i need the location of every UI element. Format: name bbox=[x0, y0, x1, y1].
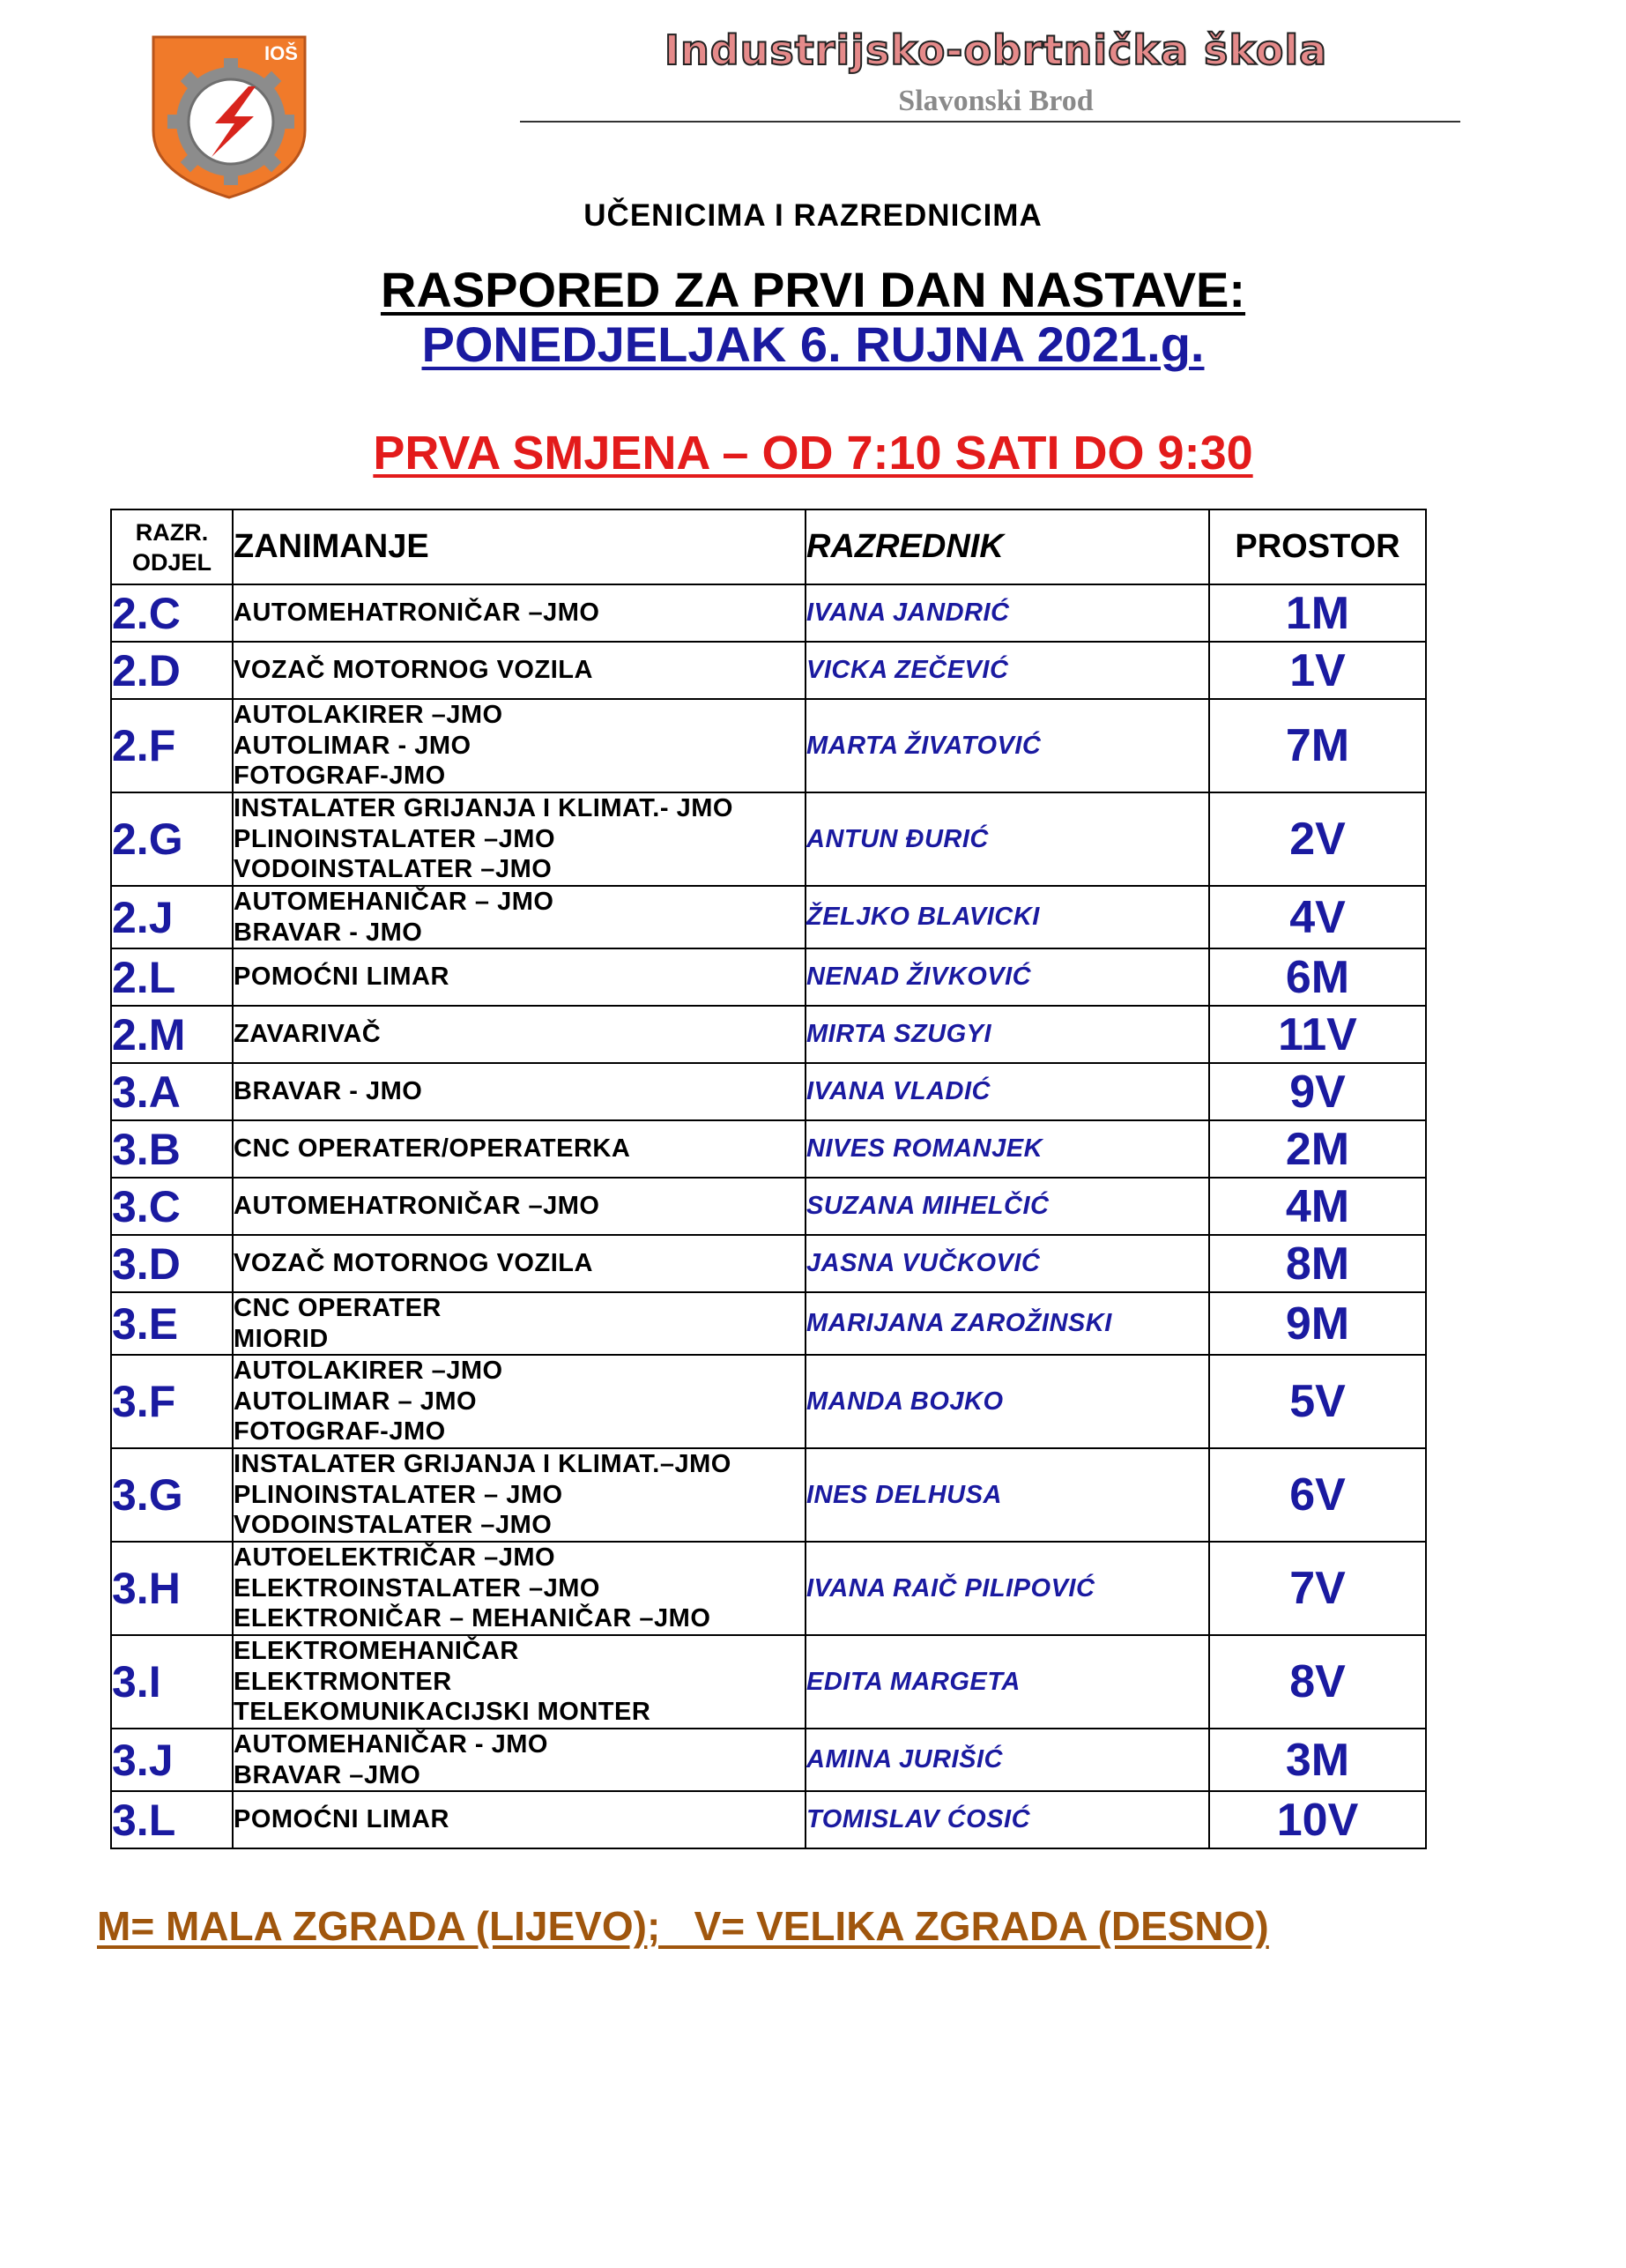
class-cell: 3.I bbox=[111, 1635, 233, 1729]
room-cell: 1M bbox=[1209, 584, 1426, 642]
occupation-line: AUTOLAKIRER –JMO bbox=[234, 701, 503, 730]
room-cell: 4M bbox=[1209, 1178, 1426, 1235]
class-cell: 2.J bbox=[111, 886, 233, 948]
table-row bbox=[111, 1448, 1426, 1542]
occupation-line: TELEKOMUNIKACIJSKI MONTER bbox=[234, 1698, 651, 1727]
occupation-cell bbox=[233, 584, 806, 642]
occupation-line: AUTOMEHANIČAR - JMO bbox=[234, 1730, 548, 1759]
class-cell: 2.D bbox=[111, 642, 233, 699]
occupation-cell bbox=[233, 886, 806, 948]
occupation-cell bbox=[233, 1235, 806, 1292]
occupation-line: PLINOINSTALATER –JMO bbox=[234, 824, 555, 853]
occupation-line: AUTOMEHATRONIČAR –JMO bbox=[234, 599, 600, 628]
occupation-line: POMOĆNI LIMAR bbox=[234, 963, 449, 992]
occupation-cell bbox=[233, 1063, 806, 1120]
occupation-line: CNC OPERATER/OPERATERKA bbox=[234, 1134, 631, 1164]
occupation-line: POMOĆNI LIMAR bbox=[234, 1805, 449, 1834]
class-cell: 3.F bbox=[111, 1355, 233, 1448]
occupation-line: AUTOLAKIRER –JMO bbox=[234, 1357, 503, 1386]
room-cell: 6M bbox=[1209, 948, 1426, 1006]
teacher-cell: NENAD ŽIVKOVIĆ bbox=[806, 948, 1209, 1006]
table-row bbox=[111, 1729, 1426, 1791]
table-row bbox=[111, 1063, 1426, 1120]
occupation-line: AUTOLIMAR - JMO bbox=[234, 731, 471, 760]
table-row bbox=[111, 1542, 1426, 1635]
class-cell: 2.F bbox=[111, 699, 233, 792]
occupation-line: VOZAČ MOTORNOG VOZILA bbox=[234, 1249, 593, 1278]
class-cell: 3.H bbox=[111, 1542, 233, 1635]
class-cell: 2.C bbox=[111, 584, 233, 642]
table-row bbox=[111, 1791, 1426, 1848]
occupation-cell bbox=[233, 1542, 806, 1635]
building-legend: M= MALA ZGRADA (LIJEVO); V= VELIKA ZGRADA (DESNO) bbox=[97, 1903, 1269, 1949]
occupation-line: MIORID bbox=[234, 1324, 329, 1353]
table-row bbox=[111, 1292, 1426, 1355]
header-class bbox=[111, 509, 233, 584]
teacher-cell: MARTA ŽIVATOVIĆ bbox=[806, 699, 1209, 792]
occupation-cell bbox=[233, 1355, 806, 1448]
occupation-line: VOZAČ MOTORNOG VOZILA bbox=[234, 656, 593, 685]
teacher-cell: MARIJANA ZAROŽINSKI bbox=[806, 1292, 1209, 1355]
occupation-line: CNC OPERATER bbox=[234, 1294, 442, 1322]
occupation-line: BRAVAR - JMO bbox=[234, 1077, 423, 1106]
class-cell: 3.L bbox=[111, 1791, 233, 1848]
occupation-cell bbox=[233, 948, 806, 1006]
room-cell: 6V bbox=[1209, 1448, 1426, 1542]
occupation-line: AUTOMEHANIČAR – JMO bbox=[234, 888, 554, 916]
room-cell: 2V bbox=[1209, 792, 1426, 886]
occupation-cell bbox=[233, 1292, 806, 1355]
teacher-cell: TOMISLAV ĆOSIĆ bbox=[806, 1791, 1209, 1848]
teacher-cell: ANTUN ĐURIĆ bbox=[806, 792, 1209, 886]
room-cell: 10V bbox=[1209, 1791, 1426, 1848]
occupation-line: ELEKTROINSTALATER –JMO bbox=[234, 1573, 600, 1602]
table-row bbox=[111, 584, 1426, 642]
occupation-line: ELEKTROMEHANIČAR bbox=[234, 1637, 519, 1666]
occupation-cell bbox=[233, 1120, 806, 1178]
occupation-cell bbox=[233, 792, 806, 886]
occupation-cell bbox=[233, 642, 806, 699]
occupation-line: AUTOMEHATRONIČAR –JMO bbox=[234, 1192, 600, 1221]
occupation-line: VODOINSTALATER –JMO bbox=[234, 855, 553, 884]
header-teacher: RAZREDNIK bbox=[806, 509, 1209, 584]
room-cell: 7V bbox=[1209, 1542, 1426, 1635]
table-row bbox=[111, 792, 1426, 886]
occupation-line: ELEKTRONIČAR – MEHANIČAR –JMO bbox=[234, 1604, 711, 1633]
school-logo bbox=[150, 33, 308, 201]
table-row bbox=[111, 1355, 1426, 1448]
teacher-cell: SUZANA MIHELČIĆ bbox=[806, 1178, 1209, 1235]
table-row bbox=[111, 1235, 1426, 1292]
school-name: Industrijsko-obrtnička škola bbox=[664, 26, 1328, 74]
room-cell: 8M bbox=[1209, 1235, 1426, 1292]
teacher-cell: JASNA VUČKOVIĆ bbox=[806, 1235, 1209, 1292]
occupation-line: INSTALATER GRIJANJA I KLIMAT.- JMO bbox=[234, 794, 733, 823]
occupation-line: AUTOLIMAR – JMO bbox=[234, 1387, 478, 1416]
teacher-cell: NIVES ROMANJEK bbox=[806, 1120, 1209, 1178]
audience-line: UČENICIMA I RAZREDNICIMA bbox=[583, 198, 1043, 233]
header-room: PROSTOR bbox=[1209, 509, 1426, 584]
occupation-line: FOTOGRAF-JMO bbox=[234, 762, 446, 791]
teacher-cell: IVANA JANDRIĆ bbox=[806, 584, 1209, 642]
class-cell: 3.A bbox=[111, 1063, 233, 1120]
table-row bbox=[111, 1635, 1426, 1729]
header-class-line1: RAZR. bbox=[135, 518, 209, 546]
table-row bbox=[111, 1178, 1426, 1235]
table-row bbox=[111, 642, 1426, 699]
occupation-cell bbox=[233, 1729, 806, 1791]
room-cell: 3M bbox=[1209, 1729, 1426, 1791]
occupation-cell bbox=[233, 1006, 806, 1063]
table-row bbox=[111, 1120, 1426, 1178]
header-class-line2: ODJEL bbox=[131, 548, 212, 576]
class-cell: 3.C bbox=[111, 1178, 233, 1235]
room-cell: 4V bbox=[1209, 886, 1426, 948]
class-cell: 2.L bbox=[111, 948, 233, 1006]
room-cell: 9V bbox=[1209, 1063, 1426, 1120]
occupation-cell bbox=[233, 1635, 806, 1729]
teacher-cell: VICKA ZEČEVIĆ bbox=[806, 642, 1209, 699]
class-cell: 2.G bbox=[111, 792, 233, 886]
occupation-line: FOTOGRAF-JMO bbox=[234, 1417, 446, 1446]
occupation-cell bbox=[233, 1178, 806, 1235]
date-text: PONEDJELJAK 6. RUJNA 2021.g. bbox=[421, 316, 1205, 372]
teacher-cell: IVANA RAIČ PILIPOVIĆ bbox=[806, 1542, 1209, 1635]
teacher-cell: INES DELHUSA bbox=[806, 1448, 1209, 1542]
teacher-cell: ŽELJKO BLAVICKI bbox=[806, 886, 1209, 948]
table-row bbox=[111, 886, 1426, 948]
table-row bbox=[111, 699, 1426, 792]
room-cell: 9M bbox=[1209, 1292, 1426, 1355]
header-divider bbox=[520, 121, 1460, 123]
room-cell: 5V bbox=[1209, 1355, 1426, 1448]
occupation-line: ELEKTRMONTER bbox=[234, 1667, 452, 1696]
teacher-cell: MIRTA SZUGYI bbox=[806, 1006, 1209, 1063]
teacher-cell: EDITA MARGETA bbox=[806, 1635, 1209, 1729]
occupation-line: ZAVARIVAČ bbox=[234, 1020, 382, 1049]
header-occupation: ZANIMANJE bbox=[233, 509, 806, 584]
class-cell: 3.E bbox=[111, 1292, 233, 1355]
class-cell: 3.B bbox=[111, 1120, 233, 1178]
occupation-line: PLINOINSTALATER – JMO bbox=[234, 1480, 563, 1509]
school-city: Slavonski Brod bbox=[898, 85, 1094, 117]
occupation-line: VODOINSTALATER –JMO bbox=[234, 1511, 553, 1540]
class-cell: 3.D bbox=[111, 1235, 233, 1292]
room-cell: 7M bbox=[1209, 699, 1426, 792]
occupation-cell bbox=[233, 1791, 806, 1848]
teacher-cell: MANDA BOJKO bbox=[806, 1355, 1209, 1448]
logo-text: IOŠ bbox=[264, 42, 298, 64]
teacher-cell: AMINA JURIŠIĆ bbox=[806, 1729, 1209, 1791]
occupation-line: BRAVAR –JMO bbox=[234, 1760, 421, 1789]
table-row bbox=[111, 1006, 1426, 1063]
shift-line bbox=[0, 426, 1626, 480]
date-line bbox=[0, 316, 1626, 373]
table-row bbox=[111, 948, 1426, 1006]
schedule-table bbox=[110, 509, 1427, 1849]
teacher-cell: IVANA VLADIĆ bbox=[806, 1063, 1209, 1120]
occupation-line: BRAVAR - JMO bbox=[234, 918, 423, 947]
room-cell: 11V bbox=[1209, 1006, 1426, 1063]
occupation-cell bbox=[233, 1448, 806, 1542]
class-cell: 2.M bbox=[111, 1006, 233, 1063]
page-title-text: RASPORED ZA PRVI DAN NASTAVE: bbox=[380, 262, 1246, 317]
occupation-cell bbox=[233, 699, 806, 792]
room-cell: 8V bbox=[1209, 1635, 1426, 1729]
room-cell: 1V bbox=[1209, 642, 1426, 699]
page-title bbox=[0, 261, 1626, 318]
shift-text: PRVA SMJENA – OD 7:10 SATI DO 9:30 bbox=[373, 427, 1253, 480]
class-cell: 3.J bbox=[111, 1729, 233, 1791]
class-cell: 3.G bbox=[111, 1448, 233, 1542]
table-header-row bbox=[111, 509, 1426, 584]
occupation-line: INSTALATER GRIJANJA I KLIMAT.–JMO bbox=[234, 1450, 731, 1479]
room-cell: 2M bbox=[1209, 1120, 1426, 1178]
occupation-line: AUTOELEKTRIČAR –JMO bbox=[234, 1543, 556, 1573]
